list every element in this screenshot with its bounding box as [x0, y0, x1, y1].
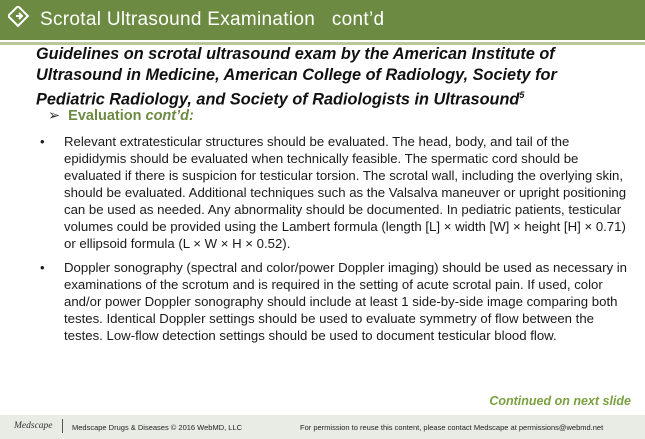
slide-title-text: Guidelines on scrotal ultrasound exam by the American Institute of Ultrasound in Medicine, American College of Radiology, Society for Pediatric Radiology, and Society of Radiologists in Ultrasound: [36, 45, 557, 109]
medscape-logo: Medscape: [14, 421, 53, 431]
continued-next-slide: Continued on next slide: [489, 394, 631, 408]
bullet-text: Relevant extratesticular structures should be evaluated. The head, body, and tail of the epididymis should be evaluated when technically feasible. The spermatic cord should be evaluated if there is suspicion for testicular torsion. The scrotal wall, including the overlying skin, should be evaluated. Additional techniques such as the Valsalva maneuver or upright positioning can be used as needed. Any abnormality should be documented. In pediatric patients, testicular volumes could be provided using the Lambert formula (length [L] × width [W] × height [H] × 0.71) or ellipsoid formula (L × W × H × 0.52).: [64, 134, 627, 251]
evaluation-contd: cont’d:: [145, 108, 194, 124]
reference-superscript: 5: [519, 90, 525, 100]
bullet-text: Doppler sonography (spectral and color/power Doppler imaging) should be used as necessary in examinations of the scrotum and is required in the setting of acute scrotal pain. If used, color and/or power Doppler sonography should include at least 1 side-by-side image comparing both testes. Identical Doppler settings should be used to evaluate symmetry of flow between the testes. Low-flow detection settings should be used to document testicular blood flow.: [64, 260, 627, 343]
footer: [0, 415, 645, 439]
evaluation-heading: [48, 108, 194, 124]
bullet-item-extratesticular: [40, 133, 630, 252]
footer-permission: For permission to reuse this content, please contact Medscape at permissions@webmd.net: [300, 423, 604, 432]
diamond-arrow-icon: [8, 6, 30, 28]
bullet-icon: •: [40, 134, 45, 149]
footer-divider: [62, 419, 63, 433]
header-bar: [0, 0, 645, 40]
arrow-bullet-icon: ➢: [48, 108, 61, 124]
header-title: Scrotal Ultrasound Examination cont’d: [40, 9, 385, 30]
evaluation-label: Evaluation: [68, 108, 146, 124]
footer-copyright: Medscape Drugs & Diseases © 2016 WebMD, LLC: [72, 423, 243, 432]
bullet-icon: •: [40, 260, 45, 275]
bullet-list: [40, 133, 630, 351]
bullet-item-doppler: [40, 259, 630, 344]
slide-title: [36, 44, 626, 110]
